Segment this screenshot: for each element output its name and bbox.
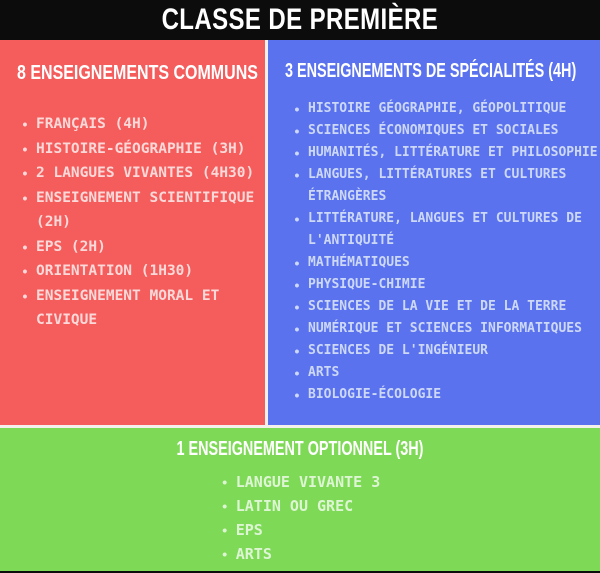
bullet-icon: • — [222, 522, 228, 538]
content-grid — [0, 40, 600, 571]
section-commons-title: 8 ENSEIGNEMENTS COMMUNS — [17, 62, 258, 84]
list-item-label: ARTS — [308, 365, 340, 380]
list-item — [292, 340, 600, 362]
bullet-icon: • — [294, 167, 300, 183]
page-title: CLASSE DE PREMIÈRE — [161, 3, 439, 36]
bullet-icon: • — [22, 116, 28, 132]
list-item — [292, 274, 600, 296]
bullet-icon: • — [22, 287, 28, 304]
top-row — [0, 40, 600, 425]
list-item-label: HISTOIRE GÉOGRAPHIE, GÉOPOLITIQUE — [308, 101, 567, 116]
list-item-label: LITTÉRATURE, LANGUES ET CULTURES DE L'ANTIQUITÉ — [308, 211, 582, 248]
bullet-icon: • — [294, 299, 300, 315]
bullet-icon: • — [22, 140, 28, 157]
list-item — [20, 137, 261, 162]
list-item-label: SCIENCES DE L'INGÉNIEUR — [308, 343, 489, 358]
list-item-label: LANGUES, LITTÉRATURES ET CULTURES ÉTRANGÈRES — [308, 167, 567, 204]
section-optionnel — [0, 428, 600, 571]
list-item — [20, 186, 261, 235]
list-item-label: LATIN OU GREC — [235, 497, 354, 515]
bullet-icon: • — [222, 498, 228, 514]
list-item-label: ARTS — [235, 545, 272, 563]
list-specialites — [268, 98, 600, 406]
bullet-icon: • — [294, 321, 300, 337]
list-item — [220, 542, 381, 566]
list-item — [292, 164, 600, 208]
bullet-icon: • — [294, 255, 300, 271]
list-item-label: MATHÉMATIQUES — [308, 255, 410, 270]
list-item — [292, 142, 600, 164]
list-item — [220, 470, 381, 494]
bullet-icon: • — [294, 145, 300, 161]
list-item — [20, 259, 261, 284]
bullet-icon: • — [22, 238, 28, 255]
list-optionnel — [220, 470, 381, 566]
bullet-icon: • — [222, 474, 228, 490]
list-item-label: PHYSIQUE-CHIMIE — [308, 277, 426, 292]
list-item — [220, 518, 381, 542]
list-item-label: ENSEIGNEMENT MORAL ET CIVIQUE — [36, 287, 220, 328]
bullet-icon: • — [22, 263, 28, 279]
bullet-icon: • — [294, 365, 300, 381]
bullet-icon: • — [294, 343, 300, 359]
list-item — [292, 362, 600, 384]
list-item — [292, 120, 600, 142]
list-item-label: ORIENTATION (1H30) — [36, 263, 194, 279]
bullet-icon: • — [294, 277, 300, 293]
list-item-label: ENSEIGNEMENT SCIENTIFIQUE (2H) — [36, 189, 255, 230]
list-item-label: NUMÉRIQUE ET SCIENCES INFORMATIQUES — [308, 321, 582, 336]
bullet-icon: • — [294, 211, 300, 227]
list-item — [292, 318, 600, 340]
list-item-label: HUMANITÉS, LITTÉRATURE ET PHILOSOPHIE — [308, 145, 598, 160]
list-item-label: HISTOIRE-GÉOGRAPHIE (3H) — [36, 140, 246, 157]
list-commons — [0, 112, 265, 333]
bullet-icon: • — [22, 189, 28, 206]
section-optionnel-title: 1 ENSEIGNEMENT OPTIONNEL (3H) — [176, 438, 424, 460]
list-item — [292, 252, 600, 274]
section-specialites — [268, 40, 600, 425]
list-item — [292, 384, 600, 406]
page-header — [0, 0, 600, 40]
list-item-label: EPS — [235, 521, 263, 539]
bullet-icon: • — [294, 387, 300, 403]
bullet-icon: • — [222, 546, 228, 562]
bullet-icon: • — [294, 123, 300, 139]
bullet-icon: • — [22, 165, 28, 181]
section-commons — [0, 40, 265, 425]
list-item — [20, 235, 261, 260]
list-item — [292, 208, 600, 252]
list-item-label: SCIENCES DE LA VIE ET DE LA TERRE — [308, 299, 567, 314]
bullet-icon: • — [294, 101, 300, 117]
list-item-label: EPS (2H) — [36, 238, 106, 255]
list-item-label: 2 LANGUES VIVANTES (4H30) — [36, 165, 255, 181]
list-item — [20, 161, 261, 186]
list-item-label: BIOLOGIE-ÉCOLOGIE — [308, 387, 442, 402]
list-item — [220, 494, 381, 518]
list-item-label: SCIENCES ÉCONOMIQUES ET SOCIALES — [308, 123, 559, 138]
list-item-label: FRANÇAIS (4H) — [36, 116, 150, 132]
list-item-label: LANGUE VIVANTE 3 — [235, 473, 381, 491]
list-item — [292, 98, 600, 120]
section-specialites-title: 3 ENSEIGNEMENTS DE SPÉCIALITÉS (4H) — [285, 60, 577, 82]
list-item — [20, 284, 261, 333]
list-item — [20, 112, 261, 137]
list-item — [292, 296, 600, 318]
